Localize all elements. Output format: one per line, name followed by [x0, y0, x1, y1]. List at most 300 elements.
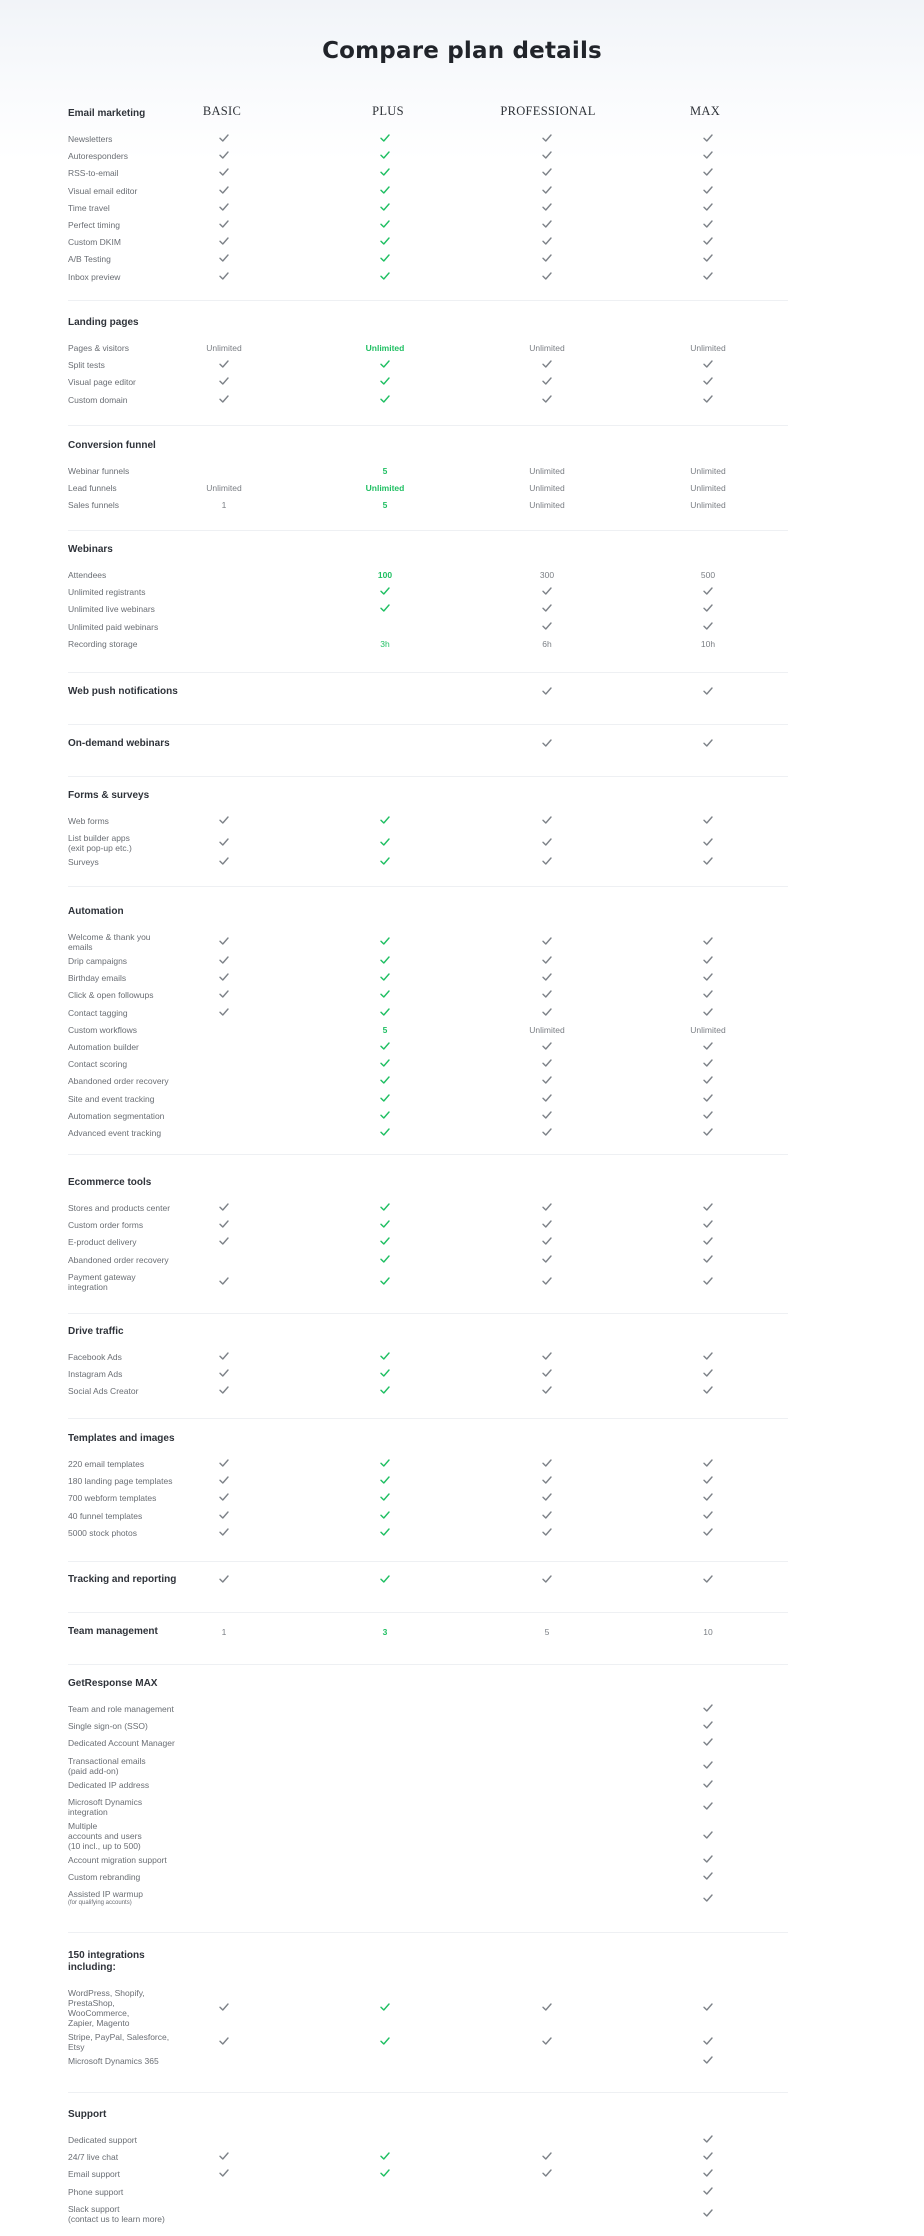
section-title: Automation: [68, 906, 124, 917]
row-label-text: Perfect timing: [68, 220, 120, 230]
section-email-marketing: [68, 108, 788, 301]
cell-max: [663, 220, 753, 230]
cell-plus: [340, 1369, 430, 1379]
check-icon: [703, 1511, 713, 1519]
check-icon: [380, 2037, 390, 2045]
row-label: [68, 395, 128, 405]
table-row: [68, 639, 788, 656]
row-label: [68, 1352, 122, 1362]
check-icon: [703, 816, 713, 824]
cell-plus: [340, 1008, 430, 1018]
cell-plus: [340, 395, 430, 405]
cell-max: [663, 1111, 753, 1121]
cell-basic: [179, 1528, 269, 1538]
check-icon: [380, 838, 390, 846]
check-icon: [542, 838, 552, 846]
table-row: [68, 500, 788, 517]
check-icon: [380, 1111, 390, 1119]
check-icon: [703, 622, 713, 630]
row-label: [68, 1237, 137, 1247]
cell-plus: [340, 377, 430, 387]
cell-value-professional: 300: [539, 570, 555, 580]
cell-professional: [502, 1511, 592, 1521]
section-title: Forms & surveys: [68, 790, 150, 801]
cell-max: [663, 1386, 753, 1396]
cell-max: [663, 1528, 753, 1538]
row-label-text: Abandoned order recovery: [68, 1254, 169, 1265]
row-label-text: A/B Testing: [68, 254, 111, 265]
cell-plus: [340, 1575, 430, 1585]
cell-max: [663, 1059, 753, 1069]
check-icon: [542, 1277, 552, 1285]
row-label-text: 40 funnel templates: [68, 1510, 143, 1521]
cell-max: [663, 1369, 753, 1379]
row-label-text: Click & open followups: [68, 990, 154, 1001]
cell-value-professional: Unlimited: [529, 483, 565, 494]
check-icon: [703, 587, 713, 595]
check-icon: [219, 1459, 229, 1467]
cell-max: [663, 1872, 753, 1882]
table-row: [68, 1255, 788, 1272]
cell-professional: [502, 168, 592, 178]
check-icon: [380, 1352, 390, 1360]
table-row: [68, 1756, 788, 1780]
row-label-text: Autoresponders: [68, 151, 129, 162]
check-icon: [542, 151, 552, 159]
check-icon: [542, 1203, 552, 1211]
table-row: [68, 168, 788, 185]
cell-max: [663, 2152, 753, 2162]
cell-professional: [502, 1493, 592, 1503]
check-icon: [380, 186, 390, 194]
check-icon: [542, 1386, 552, 1394]
table-row: [68, 186, 788, 203]
row-label: [68, 254, 111, 264]
table-row: [68, 604, 788, 621]
cell-professional: [502, 1369, 592, 1379]
cell-basic: [179, 1575, 269, 1585]
cell-professional: [502, 2169, 592, 2179]
table-row: [68, 570, 788, 587]
cell-professional: [502, 1059, 592, 1069]
cell-max: [663, 1076, 753, 1086]
cell-plus: [340, 272, 430, 282]
table-row: [68, 833, 788, 857]
cell-professional: [502, 1476, 592, 1486]
row-label-text: Social Ads Creator: [68, 1386, 139, 1397]
cell-professional: [502, 622, 592, 632]
cell-plus: [340, 1203, 430, 1213]
section-150-integrations-including: [68, 1950, 788, 2093]
table-row: [68, 1988, 788, 2032]
cell-basic: [179, 1511, 269, 1521]
cell-basic: [179, 973, 269, 983]
cell-basic: [179, 2169, 269, 2179]
row-label-text: 700 webform templates: [68, 1493, 157, 1504]
cell-value-professional: Unlimited: [529, 343, 565, 353]
table-row: [68, 932, 788, 956]
check-icon: [219, 377, 229, 385]
row-label-text: Assisted IP warmup: [68, 1889, 143, 1900]
row-label-text: Transactional emails (paid add-on): [68, 1755, 146, 1776]
table-row: [68, 1220, 788, 1237]
section-title: Ecommerce tools: [68, 1177, 152, 1188]
check-icon: [703, 1128, 713, 1136]
row-label-text: Advanced event tracking: [68, 1128, 162, 1138]
cell-plus: [340, 1128, 430, 1138]
cell-professional: [502, 1042, 592, 1052]
row-label-text: Lead funnels: [68, 483, 117, 494]
cell-plus: [340, 838, 430, 848]
row-label: [68, 1220, 143, 1230]
check-icon: [219, 2152, 229, 2160]
cell-value-max: Unlimited: [690, 500, 726, 511]
cell-plus: [340, 1459, 430, 1469]
section-title: Conversion funnel: [68, 440, 156, 451]
cell-professional: [502, 1528, 592, 1538]
cell-max: [663, 1459, 753, 1469]
section-webinars: [68, 544, 788, 673]
table-row: [68, 2152, 788, 2169]
section-on-demand-webinars: [68, 738, 788, 777]
section-landing-pages: [68, 317, 788, 426]
cell-plus: [340, 1277, 430, 1287]
row-label: [68, 1255, 169, 1265]
cell-professional: [502, 237, 592, 247]
table-row: [68, 151, 788, 168]
cell-max: [663, 1476, 753, 1486]
check-icon: [542, 1094, 552, 1102]
cell-max: [663, 1831, 753, 1841]
check-icon: [542, 2169, 552, 2177]
cell-max: [663, 990, 753, 1000]
cell-max: [663, 1128, 753, 1138]
check-icon: [703, 1111, 713, 1119]
row-label-text: Inbox preview: [68, 271, 121, 282]
check-icon: [542, 973, 552, 981]
row-label-text: Microsoft Dynamics integration: [68, 1796, 143, 1817]
check-icon: [703, 739, 713, 747]
table-row: [68, 2135, 788, 2152]
row-label-text: Unlimited registrants: [68, 587, 146, 598]
section-conversion-funnel: [68, 440, 788, 531]
row-label-text: Abandoned order recovery: [68, 1076, 169, 1087]
check-icon: [542, 377, 552, 385]
cell-professional: [502, 395, 592, 405]
check-icon: [703, 272, 713, 280]
section-title: Templates and images: [68, 1433, 175, 1444]
cell-professional: [502, 816, 592, 826]
cell-max: [663, 1738, 753, 1748]
row-label: [68, 360, 105, 370]
check-icon: [219, 203, 229, 211]
cell-max: [663, 1094, 753, 1104]
check-icon: [542, 134, 552, 142]
cell-max: [663, 2209, 753, 2219]
row-label-text: Microsoft Dynamics 365: [68, 2056, 159, 2066]
check-icon: [219, 956, 229, 964]
check-icon: [380, 203, 390, 211]
check-icon: [380, 1042, 390, 1050]
cell-professional: [502, 1111, 592, 1121]
cell-basic: [179, 168, 269, 178]
check-icon: [219, 1511, 229, 1519]
check-icon: [703, 1386, 713, 1394]
plan-name-basic: BASIC: [202, 104, 242, 118]
cell-plus: [340, 956, 430, 966]
check-icon: [703, 254, 713, 262]
cell-professional: [502, 1459, 592, 1469]
row-label: [68, 220, 120, 230]
cell-plus: [340, 937, 430, 947]
cell-basic: [179, 838, 269, 848]
cell-value-basic: 1: [221, 1627, 227, 1637]
check-icon: [703, 1802, 713, 1810]
cell-max: [663, 237, 753, 247]
cell-plus: [340, 1511, 430, 1521]
check-icon: [703, 1369, 713, 1377]
section-title: Team management: [68, 1626, 158, 1637]
cell-basic: [179, 990, 269, 1000]
row-label-text: Account migration support: [68, 1854, 167, 1865]
check-icon: [219, 1575, 229, 1583]
check-icon: [703, 1493, 713, 1501]
cell-plus: [340, 1493, 430, 1503]
section-title: Landing pages: [68, 317, 139, 328]
check-icon: [542, 1042, 552, 1050]
check-icon: [703, 377, 713, 385]
check-icon: [542, 1511, 552, 1519]
cell-max: [663, 134, 753, 144]
cell-basic: [179, 272, 269, 282]
row-label: [68, 816, 109, 826]
cell-professional: [502, 1386, 592, 1396]
cell-professional: [502, 151, 592, 161]
table-row: [68, 956, 788, 973]
row-label: [68, 833, 132, 853]
row-label: [68, 377, 136, 387]
cell-value-professional: 6h: [542, 638, 552, 649]
cell-value-professional: Unlimited: [529, 466, 565, 476]
check-icon: [703, 2003, 713, 2011]
check-icon: [542, 360, 552, 368]
section-title: 150 integrations including:: [68, 1950, 145, 1973]
row-label: [68, 2135, 137, 2145]
cell-professional: [502, 990, 592, 1000]
check-icon: [219, 1352, 229, 1360]
cell-professional: [502, 220, 592, 230]
check-icon: [219, 1386, 229, 1394]
cell-value-max: Unlimited: [690, 483, 726, 494]
check-icon: [380, 1493, 390, 1501]
check-icon: [703, 1894, 713, 1902]
cell-value-plus: Unlimited: [365, 483, 405, 494]
row-label: [68, 1059, 127, 1069]
table-row: [68, 1128, 788, 1145]
cell-max: [663, 254, 753, 264]
cell-max: [663, 1277, 753, 1287]
section-title: Tracking and reporting: [68, 1574, 177, 1585]
table-row: [68, 973, 788, 990]
check-icon: [542, 604, 552, 612]
cell-max: [663, 203, 753, 213]
table-row: [68, 134, 788, 151]
row-label: [68, 1738, 175, 1748]
section-automation: [68, 906, 788, 1155]
row-label-note: (for qualifying accounts): [68, 1900, 132, 1907]
cell-max: [663, 1780, 753, 1790]
check-icon: [703, 203, 713, 211]
check-icon: [703, 186, 713, 194]
row-label: [68, 570, 106, 580]
check-icon: [542, 220, 552, 228]
row-label: [68, 151, 128, 161]
check-icon: [542, 1128, 552, 1136]
check-icon: [219, 186, 229, 194]
cell-professional: [502, 838, 592, 848]
row-label: [68, 1780, 149, 1790]
row-label-text: Contact tagging: [68, 1007, 128, 1018]
row-label-text: Site and event tracking: [68, 1093, 155, 1104]
cell-basic: [179, 377, 269, 387]
table-row: [68, 360, 788, 377]
check-icon: [703, 1076, 713, 1084]
check-icon: [703, 220, 713, 228]
table-row: [68, 1059, 788, 1076]
check-icon: [380, 1528, 390, 1536]
check-icon: [542, 395, 552, 403]
check-icon: [219, 816, 229, 824]
cell-max: [663, 272, 753, 282]
cell-basic: [179, 1277, 269, 1287]
row-label-text: Pages & visitors: [68, 343, 129, 353]
cell-max: [663, 1855, 753, 1865]
cell-max: [663, 1894, 753, 1904]
cell-professional: [502, 272, 592, 282]
check-icon: [380, 377, 390, 385]
table-row: [68, 343, 788, 360]
cell-professional: [502, 134, 592, 144]
check-icon: [703, 1459, 713, 1467]
cell-professional: [502, 2152, 592, 2162]
check-icon: [542, 2152, 552, 2160]
cell-professional: [502, 1237, 592, 1247]
table-row: [68, 1094, 788, 1111]
plan-name-professional: PROFESSIONAL: [500, 104, 596, 118]
check-icon: [542, 186, 552, 194]
row-label: [68, 1203, 170, 1213]
check-icon: [542, 1352, 552, 1360]
cell-max: [663, 1802, 753, 1812]
row-label-text: Single sign-on (SSO): [68, 1721, 148, 1732]
row-label-text: Birthday emails: [68, 973, 127, 984]
cell-basic: [179, 2037, 269, 2047]
check-icon: [542, 1076, 552, 1084]
section-ecommerce-tools: [68, 1177, 788, 1314]
check-icon: [542, 1255, 552, 1263]
check-icon: [380, 237, 390, 245]
cell-basic: [179, 395, 269, 405]
row-label: [68, 500, 119, 510]
cell-plus: [340, 2152, 430, 2162]
table-row: [68, 1076, 788, 1093]
check-icon: [703, 973, 713, 981]
check-icon: [380, 220, 390, 228]
check-icon: [703, 1042, 713, 1050]
table-row: [68, 1704, 788, 1721]
cell-professional: [502, 1277, 592, 1287]
section-getresponse-max: [68, 1678, 788, 1933]
check-icon: [542, 1459, 552, 1467]
row-label-text: Custom workflows: [68, 1024, 137, 1035]
check-icon: [703, 1094, 713, 1102]
row-label: [68, 1476, 172, 1486]
cell-basic: [179, 857, 269, 867]
cell-plus: [340, 220, 430, 230]
check-icon: [380, 168, 390, 176]
cell-professional: [502, 1352, 592, 1362]
cell-max: [663, 2169, 753, 2179]
cell-professional: [502, 1008, 592, 1018]
row-label-text: Sales funnels: [68, 500, 120, 511]
page-title: Compare plan details: [322, 38, 602, 64]
check-icon: [542, 956, 552, 964]
check-icon: [219, 360, 229, 368]
cell-professional: [502, 1094, 592, 1104]
check-icon: [542, 937, 552, 945]
check-icon: [380, 1511, 390, 1519]
cell-max: [663, 2003, 753, 2013]
check-icon: [542, 816, 552, 824]
cell-value-max: Unlimited: [690, 1024, 726, 1035]
row-label: [68, 1756, 146, 1776]
cell-plus: [340, 2169, 430, 2179]
row-label: [68, 1008, 128, 1018]
check-icon: [380, 1369, 390, 1377]
check-icon: [703, 937, 713, 945]
row-label-text: Facebook Ads: [68, 1352, 122, 1362]
table-row: [68, 272, 788, 289]
check-icon: [703, 395, 713, 403]
row-label-text: Welcome & thank you emails: [68, 932, 151, 952]
cell-basic: [179, 2003, 269, 2013]
check-icon: [380, 1575, 390, 1583]
check-icon: [219, 272, 229, 280]
check-icon: [703, 1721, 713, 1729]
cell-professional: [502, 587, 592, 597]
row-label: [68, 134, 112, 144]
cell-professional: [502, 604, 592, 614]
cell-professional: [502, 687, 592, 697]
section-templates-and-images: [68, 1433, 788, 1562]
cell-professional: [502, 1128, 592, 1138]
check-icon: [703, 168, 713, 176]
check-icon: [703, 1855, 713, 1863]
check-icon: [219, 237, 229, 245]
cell-value-max: 500: [700, 570, 716, 580]
cell-basic: [179, 2152, 269, 2162]
check-icon: [380, 604, 390, 612]
cell-basic: [179, 816, 269, 826]
cell-max: [663, 360, 753, 370]
cell-max: [663, 2187, 753, 2197]
table-row: [68, 483, 788, 500]
check-icon: [219, 151, 229, 159]
table-row: [68, 220, 788, 237]
row-label: [68, 1025, 137, 1035]
cell-max: [663, 2037, 753, 2047]
cell-plus: [340, 857, 430, 867]
